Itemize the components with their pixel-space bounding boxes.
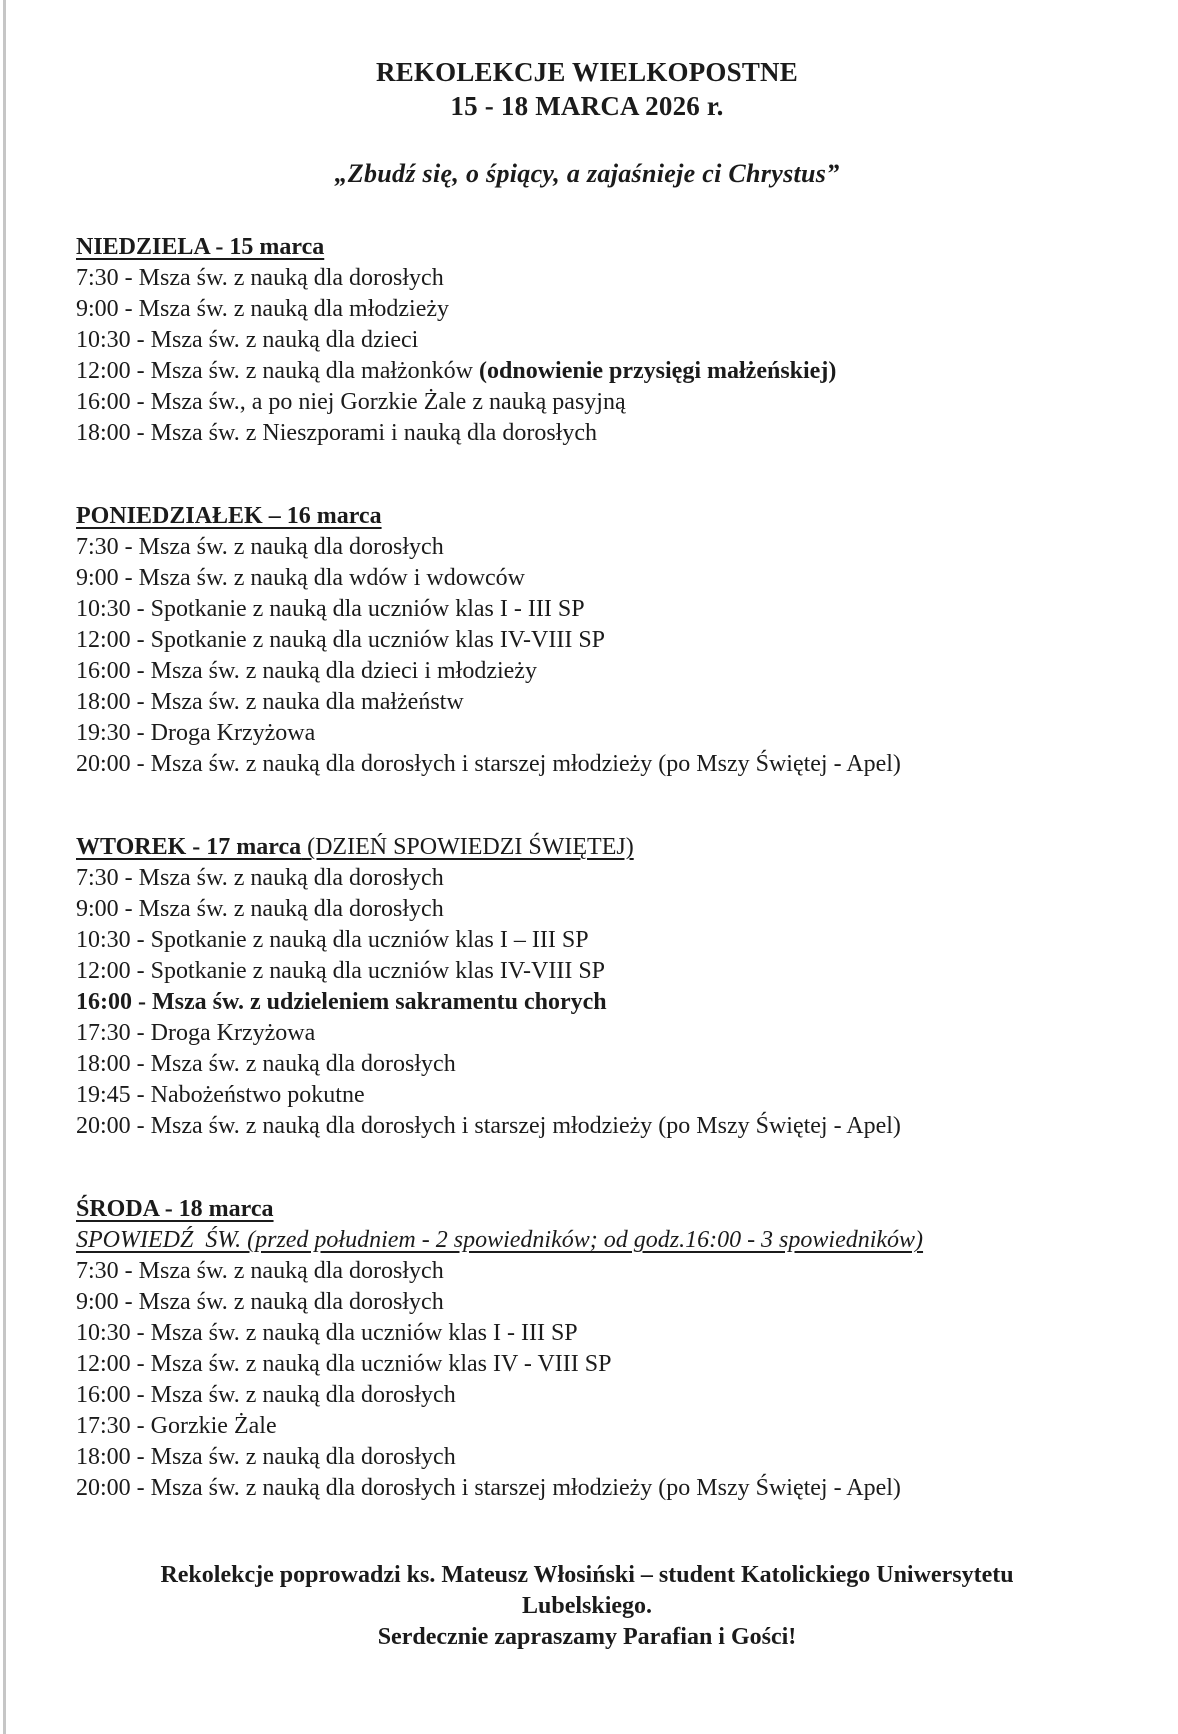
schedule-line-text: 12:00 - Msza św. z nauką dla uczniów klas IV - VIII SP [76, 1351, 612, 1377]
schedule-line [76, 1411, 1098, 1442]
day-heading-bold: ŚRODA - 18 marca [76, 1196, 274, 1222]
schedule-line [76, 925, 1098, 956]
schedule-line [76, 863, 1098, 894]
schedule-line-text: 12:00 - Msza św. z nauką dla małżonków [76, 358, 480, 384]
schedule-line-text: 16:00 - Msza św., a po niej Gorzkie Żale z nauką pasyjną [76, 389, 626, 415]
schedule-line [76, 1080, 1098, 1111]
day-heading-bold: WTOREK - 17 marca [76, 834, 302, 860]
schedule-sections [76, 232, 1098, 1504]
day-section [76, 501, 1098, 780]
schedule-line [76, 594, 1098, 625]
schedule-line-text: 12:00 - Spotkanie z nauką dla uczniów klas IV-VIII SP [76, 958, 606, 984]
schedule-line-text: 10:30 - Msza św. z nauką dla dzieci [76, 327, 419, 353]
schedule-line-text: 10:30 - Spotkanie z nauką dla uczniów klas I - III SP [76, 596, 585, 622]
schedule-line-text: 17:30 - Gorzkie Żale [76, 1413, 277, 1439]
schedule-line [76, 894, 1098, 925]
schedule-line-text: 9:00 - Msza św. z nauką dla dorosłych [76, 1289, 444, 1315]
day-heading [76, 501, 1098, 532]
day-heading [76, 1194, 1098, 1225]
footer-leader-info: Rekolekcje poprowadzi ks. Mateusz Włosiński – student Katolickiego Uniwersytetu Lubelskiego. [160, 1562, 1014, 1619]
schedule-line [76, 718, 1098, 749]
schedule-line [76, 625, 1098, 656]
schedule-line-bold-text: (odnowienie przysięgi małżeńskiej) [479, 358, 837, 384]
schedule-line [76, 325, 1098, 356]
schedule-line [76, 1380, 1098, 1411]
schedule-line [76, 656, 1098, 687]
schedule-line-text: 7:30 - Msza św. z nauką dla dorosłych [76, 265, 444, 291]
schedule-line [76, 387, 1098, 418]
day-heading [76, 232, 1098, 263]
schedule-line [76, 418, 1098, 449]
schedule-line-text: 9:00 - Msza św. z nauką dla wdów i wdowców [76, 565, 526, 591]
schedule-line [76, 356, 1098, 387]
schedule-line [76, 1442, 1098, 1473]
schedule-line [76, 563, 1098, 594]
schedule-line-text: 7:30 - Msza św. z nauką dla dorosłych [76, 534, 444, 560]
schedule-line [76, 1256, 1098, 1287]
schedule-line [76, 687, 1098, 718]
schedule-line-text: 17:30 - Droga Krzyżowa [76, 1020, 316, 1046]
schedule-line [76, 1349, 1098, 1380]
schedule-line-text: 20:00 - Msza św. z nauką dla dorosłych i starszej młodzieży (po Mszy Świętej - Apel) [76, 751, 901, 777]
schedule-line [76, 1111, 1098, 1142]
schedule-line-text: 18:00 - Msza św. z nauka dla małżeństw [76, 689, 464, 715]
schedule-line [76, 956, 1098, 987]
day-section [76, 1194, 1098, 1504]
schedule-line-text: 18:00 - Msza św. z nauką dla dorosłych [76, 1051, 456, 1077]
schedule-line-text: 20:00 - Msza św. z nauką dla dorosłych i starszej młodzieży (po Mszy Świętej - Apel) [76, 1475, 901, 1501]
day-heading-bold: PONIEDZIAŁEK – 16 marca [76, 503, 382, 529]
scripture-quote: „Zbudź się, o śpiący, a zajaśnieje ci Chrystus” [334, 159, 840, 188]
schedule-line-text: 16:00 - Msza św. z nauką dla dorosłych [76, 1382, 456, 1408]
schedule-line [76, 1318, 1098, 1349]
schedule-line [76, 1473, 1098, 1504]
scan-edge-line [3, 0, 6, 1734]
schedule-line [76, 294, 1098, 325]
document-header [76, 55, 1098, 190]
day-heading-normal: (DZIEŃ SPOWIEDZI ŚWIĘTEJ) [301, 834, 634, 860]
footer-invitation: Serdecznie zapraszamy Parafian i Gości! [377, 1624, 797, 1650]
document-title: REKOLEKCJE WIELKOPOSTNE [376, 57, 798, 87]
schedule-line [76, 1049, 1098, 1080]
confession-note: SPOWIEDŹ ŚW. (przed południem - 2 spowiedników; od godz.16:00 - 3 spowiedników) [76, 1227, 924, 1253]
schedule-line [76, 1287, 1098, 1318]
day-section [76, 232, 1098, 449]
schedule-line-text: 12:00 - Spotkanie z nauką dla uczniów klas IV-VIII SP [76, 627, 606, 653]
schedule-line-text: 7:30 - Msza św. z nauką dla dorosłych [76, 1258, 444, 1284]
day-section [76, 832, 1098, 1142]
schedule-line-text: 9:00 - Msza św. z nauką dla młodzieży [76, 296, 449, 322]
schedule-line [76, 749, 1098, 780]
schedule-line-text: 9:00 - Msza św. z nauką dla dorosłych [76, 896, 444, 922]
day-heading-bold: NIEDZIELA - 15 marca [76, 234, 325, 260]
document-footer [76, 1560, 1098, 1653]
schedule-line-text: 18:00 - Msza św. z nauką dla dorosłych [76, 1444, 456, 1470]
schedule-line [76, 1018, 1098, 1049]
schedule-line-text: 20:00 - Msza św. z nauką dla dorosłych i starszej młodzieży (po Mszy Świętej - Apel) [76, 1113, 901, 1139]
day-heading [76, 832, 1098, 863]
schedule-line-text: 10:30 - Msza św. z nauką dla uczniów klas I - III SP [76, 1320, 578, 1346]
schedule-line-text: 19:30 - Droga Krzyżowa [76, 720, 316, 746]
document-date-range: 15 - 18 MARCA 2026 r. [450, 91, 724, 121]
schedule-line-text: 19:45 - Nabożeństwo pokutne [76, 1082, 365, 1108]
schedule-line [76, 263, 1098, 294]
schedule-line-text: 7:30 - Msza św. z nauką dla dorosłych [76, 865, 444, 891]
schedule-line [76, 532, 1098, 563]
schedule-line-text: 18:00 - Msza św. z Nieszporami i nauką dla dorosłych [76, 420, 597, 446]
schedule-line-text: 16:00 - Msza św. z nauką dla dzieci i młodzieży [76, 658, 537, 684]
schedule-line-text: 10:30 - Spotkanie z nauką dla uczniów klas I – III SP [76, 927, 589, 953]
schedule-line [76, 987, 1098, 1018]
schedule-line-text: 16:00 - Msza św. z udzieleniem sakramentu chorych [76, 989, 607, 1015]
